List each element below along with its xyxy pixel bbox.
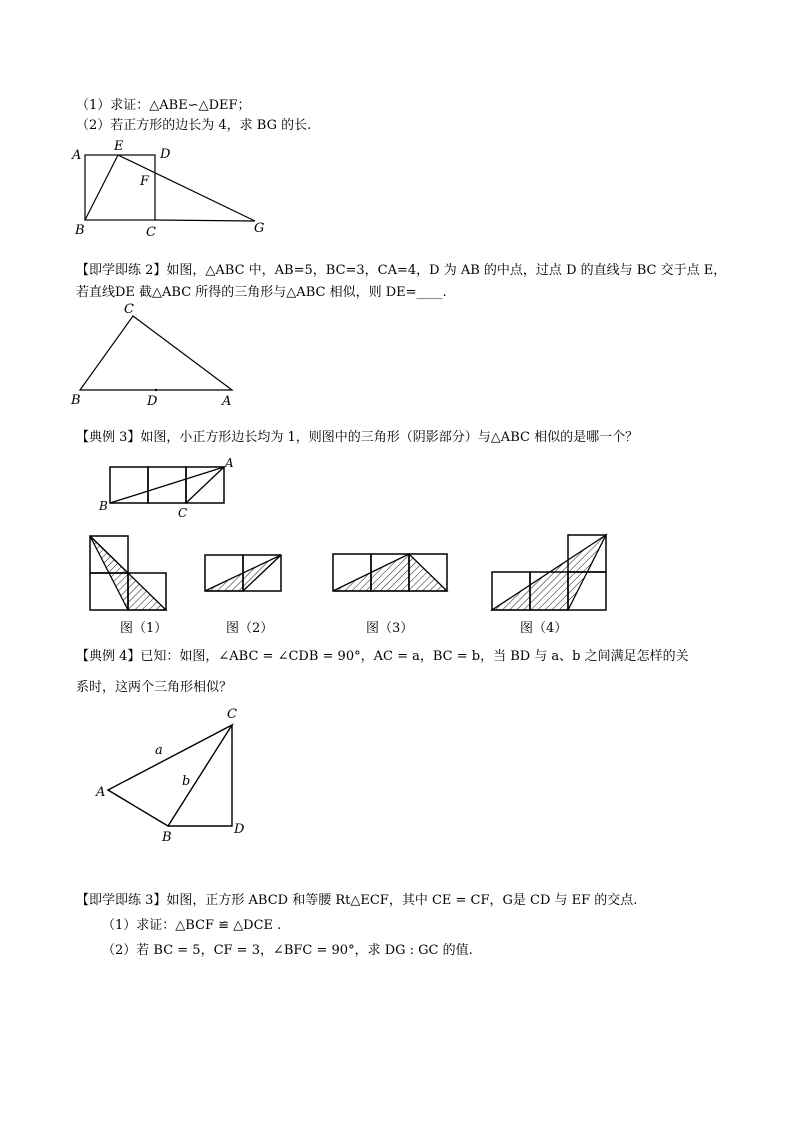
label-a: a	[155, 743, 163, 758]
option-figure-2	[205, 555, 281, 591]
segment-BA	[110, 467, 224, 503]
point-D	[155, 389, 157, 391]
label-B: B	[162, 830, 172, 845]
label-C: C	[146, 225, 156, 240]
option-figures	[80, 530, 620, 620]
label-A: A	[222, 394, 232, 409]
practice2-line2: 若直线DE 截△ABC 所得的三角形与△ABC 相似，则 DE=____.	[76, 285, 447, 300]
label-A: A	[72, 148, 82, 163]
label-E: E	[114, 139, 124, 154]
grid-abc-figure	[95, 455, 245, 520]
example3-text: 如图，小正方形边长均为 1，则图中的三角形（阴影部分）与△ABC 相似的是哪一个？	[140, 430, 639, 445]
example3-tag: 【典例 3】	[76, 430, 141, 445]
label-F: F	[140, 174, 150, 189]
triangle-abc-figure	[65, 300, 255, 410]
practice3-line1	[76, 892, 637, 910]
label-B: B	[99, 499, 108, 513]
q1-part2: （2）若正方形的边长为 4，求 BG 的长.	[76, 118, 312, 133]
label-C: C	[178, 506, 188, 520]
label-D: D	[234, 822, 245, 837]
label-C: C	[124, 302, 134, 317]
q1-part1: （1）求证：△ABE∽△DEF；	[76, 98, 251, 113]
caption-figure-2: 图（2）	[226, 621, 274, 636]
practice3-tag: 【即学即练 3】	[76, 893, 167, 908]
practice2-line1	[76, 262, 726, 280]
example4-tag: 【典例 4】	[76, 649, 141, 664]
square-figure	[60, 135, 280, 245]
caption-figure-3: 图（3）	[366, 621, 414, 636]
example4-line1	[76, 648, 689, 666]
option-figure-1	[90, 536, 166, 610]
segment-CG	[155, 220, 255, 221]
practice2-tag: 【即学即练 2】	[76, 263, 167, 278]
practice3-text1: 如图，正方形 ABCD 和等腰 Rt△ECF，其中 CE = CF，G是 CD 与 EF 的交点.	[166, 893, 638, 908]
label-C: C	[227, 707, 237, 722]
example4-text1: 已知：如图，∠ABC = ∠CDB = 90°，AC = a，BC = b，当 BD 与 a、b 之间满足怎样的关	[140, 649, 689, 664]
practice3-part2: （2）若 BC = 5，CF = 3，∠BFC = 90°，求 DG : GC 的值.	[102, 943, 473, 958]
label-D: D	[147, 394, 158, 409]
practice2-text1: 如图，△ABC 中，AB=5，BC=3，CA=4，D 为 AB 的中点，过点 D 的直线与 BC 交于点 E，	[166, 263, 727, 278]
caption-figure-4: 图（4）	[520, 621, 568, 636]
caption-figure-1: 图（1）	[120, 621, 168, 636]
label-B: B	[75, 223, 85, 238]
option-figure-3	[333, 554, 447, 591]
option-figure-4	[492, 535, 606, 610]
label-A: A	[225, 456, 234, 470]
example4-line2: 系时，这两个三角形相似？	[76, 680, 233, 695]
triangle-ABC	[108, 725, 232, 826]
label-B: B	[71, 393, 81, 408]
segment-EG	[118, 155, 255, 221]
practice3-part1: （1）求证：△BCF ≌ △DCE .	[102, 918, 282, 933]
label-A: A	[96, 785, 106, 800]
label-b: b	[182, 774, 191, 789]
label-D: D	[160, 147, 171, 162]
segment-BE	[85, 155, 118, 220]
right-triangles-figure	[90, 700, 260, 850]
label-G: G	[254, 221, 265, 236]
triangle-ABC	[80, 316, 232, 390]
example3-line	[76, 429, 638, 447]
